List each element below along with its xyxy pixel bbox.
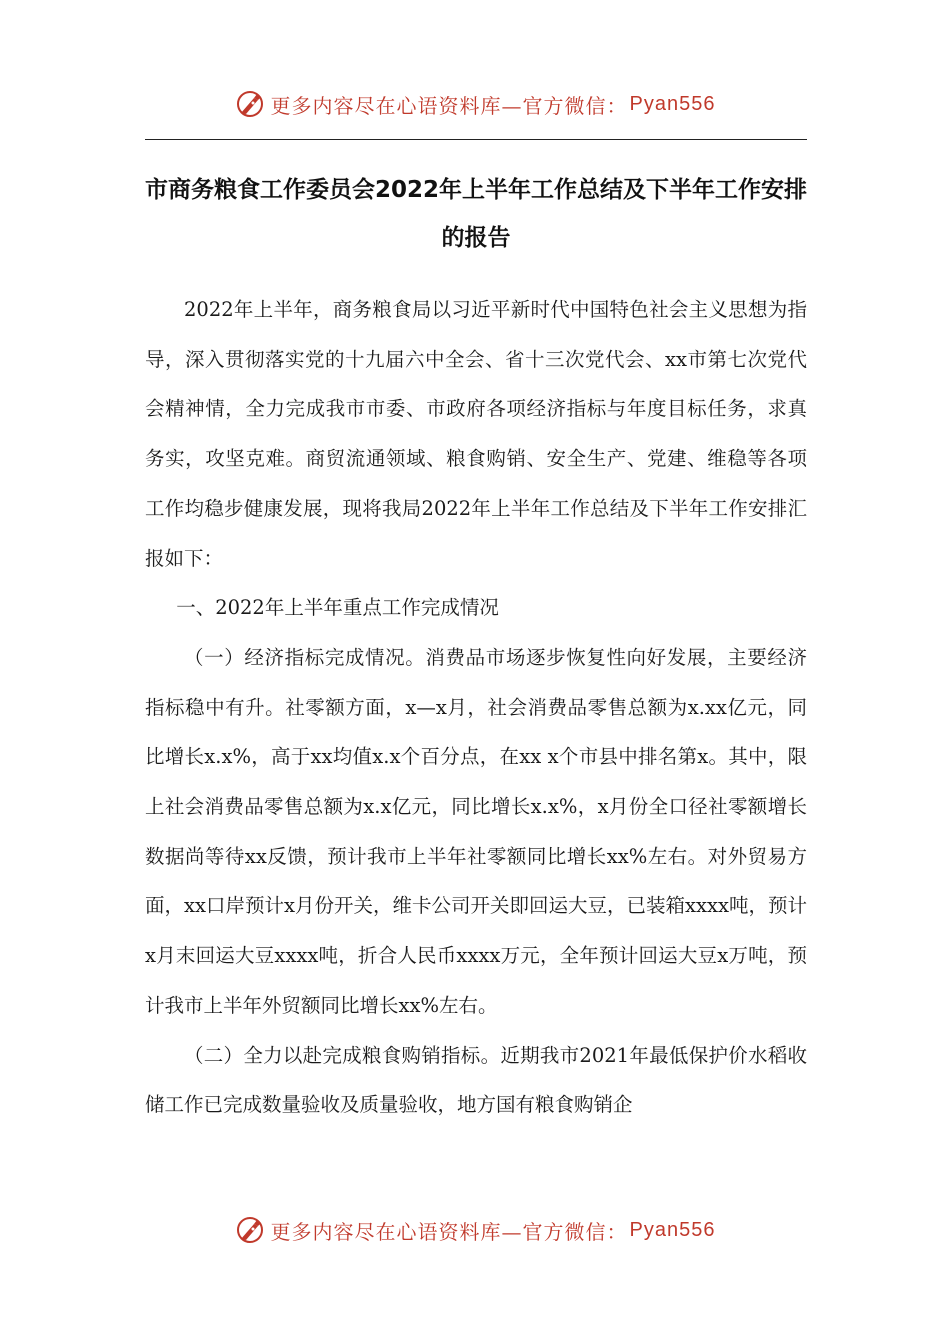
banner-wechat-id: Pyan556 (629, 92, 716, 115)
banner-text: 更多内容尽在心语资料库—官方微信： (270, 93, 628, 118)
pen-nib-icon (235, 1215, 265, 1245)
banner-text: 更多内容尽在心语资料库—官方微信： (270, 1219, 628, 1244)
paragraph-grain-purchase: （二）全力以赴完成粮食购销指标。近期我市2021年最低保护价水稻收储工作已完成数量验收及质量验收，地方国有粮食购销企 (145, 1043, 807, 1117)
footer-watermark-banner (0, 1210, 950, 1250)
document-title: 市商务粮食工作委员会2022年上半年工作总结及下半年工作安排的报告 (145, 177, 808, 251)
paragraph-intro: 2022年上半年，商务粮食局以习近平新时代中国特色社会主义思想为指导，深入贯彻落实党的十九届六中全会、省十三次党代会、xx市第七次党代会精神情，全力完成我市市委、市政府各项经济指标与年度目标任务，求真务实，攻坚克难。商贸流通领域、粮食购销、安全生产、党建、维稳等各项工作均稳步健康发展，现将我局2022年上半年工作总结及下半年工作安排汇报如下： (145, 298, 807, 570)
section-heading-1: 一、2022年上半年重点工作完成情况 (176, 596, 499, 620)
document-body (145, 285, 807, 1130)
header-divider (145, 139, 807, 140)
header-watermark-banner (0, 84, 950, 124)
banner-wechat-id: Pyan556 (629, 1218, 716, 1241)
paragraph-economic-indicators: （一）经济指标完成情况。消费品市场逐步恢复性向好发展，主要经济指标稳中有升。社零额方面，x—x月，社会消费品零售总额为x.xx亿元，同比增长x.x%，高于xx均值x.x个百分点，在xx x个市县中排名第x。其中，限上社会消费品零售总额为x.x亿元，同比增长x.x%，x月份全口径社零额增长数据尚等待xx反馈，预计我市上半年社零额同比增长xx%左右。对外贸易方面，xx口岸预计x月份开关，维卡公司开关即回运大豆，已装箱xxxx吨，预计x月末回运大豆xxxx吨，折合人民币xxxx万元，全年预计回运大豆x万吨，预计我市上半年外贸额同比增长xx%左右。 (145, 645, 807, 1017)
pen-nib-icon (235, 89, 265, 119)
